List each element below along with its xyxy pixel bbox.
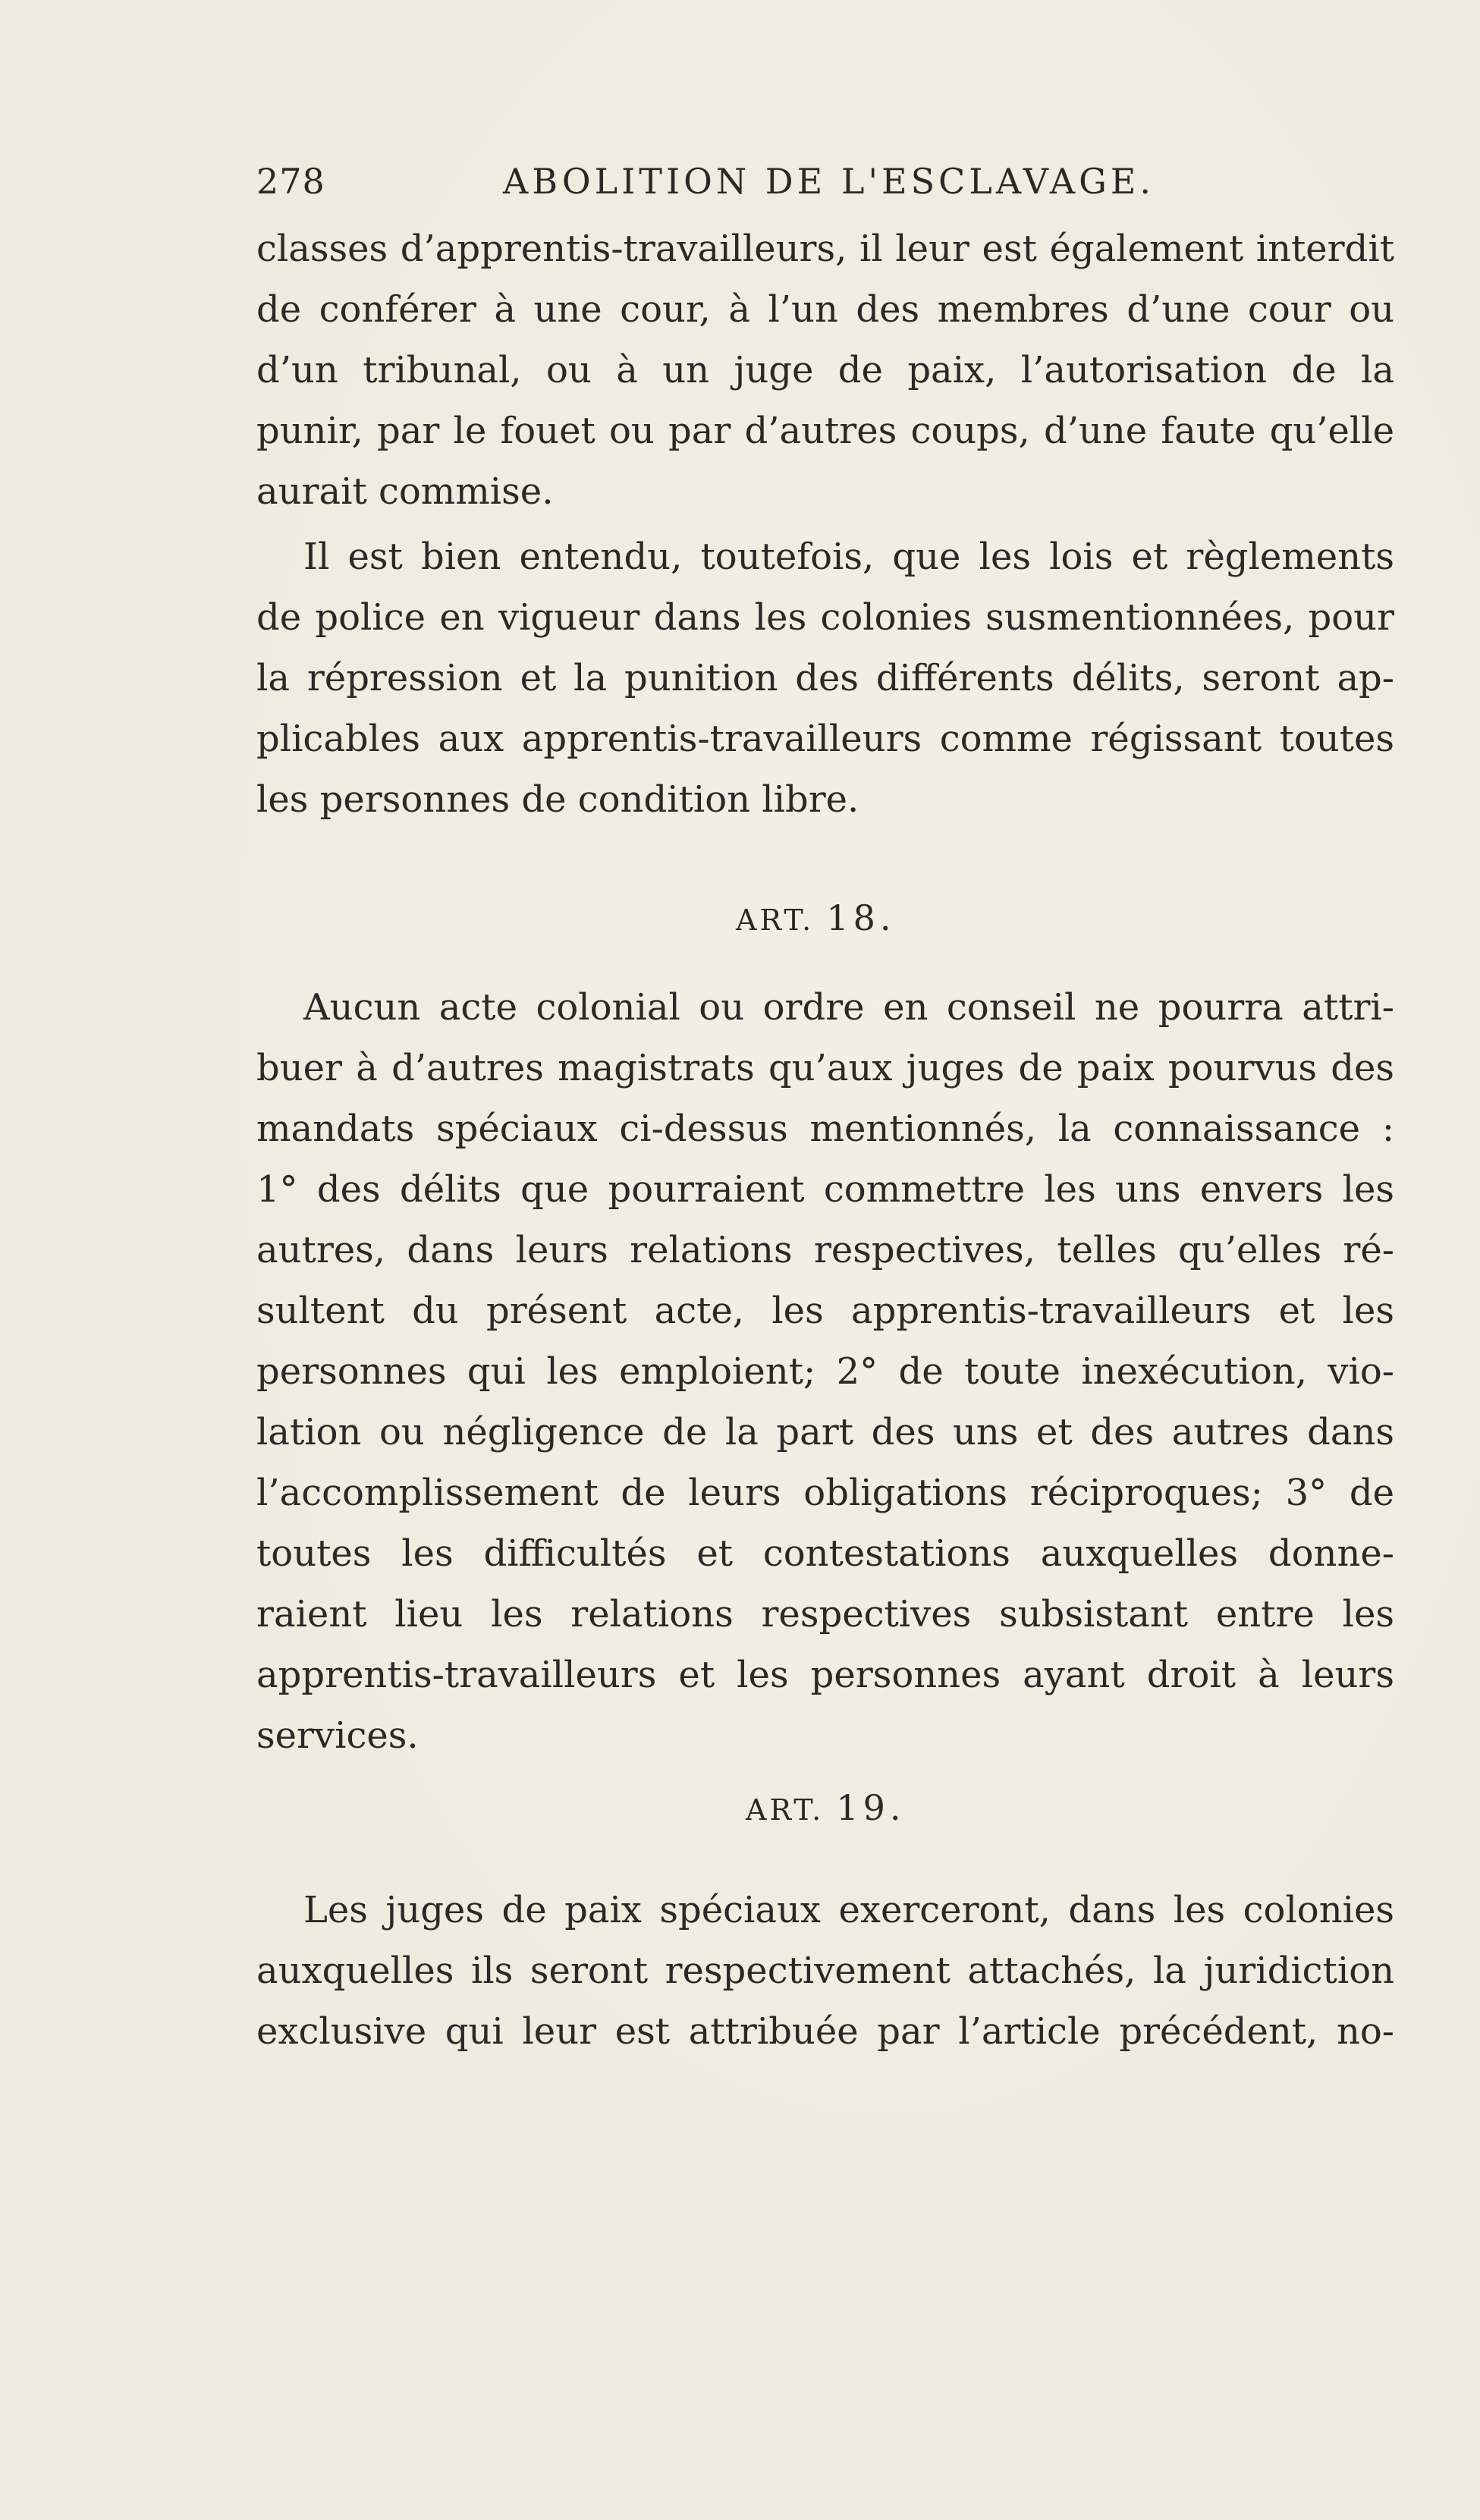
text-line: plicables aux apprentis-travailleurs comme régissant toutes (256, 718, 1394, 760)
text-line: la répression et la punition des différents délits, seront ap- (256, 657, 1394, 699)
text-line: de conférer à une cour, à l’un des membres d’une cour ou (256, 288, 1394, 331)
text-line: buer à d’autres magistrats qu’aux juges de paix pourvus des (256, 1047, 1394, 1089)
article-number: 18. (826, 897, 896, 938)
text-line: Il est bien entendu, toutefois, que les lois et règlements (303, 536, 1394, 578)
text-line: auxquelles ils seront respectivement attachés, la juridiction (256, 1950, 1394, 1992)
article-number: 19. (836, 1787, 906, 1828)
paragraph-article-18 (256, 977, 1394, 1766)
text-line: toutes les difficultés et contestations auxquelles donne- (256, 1532, 1394, 1575)
paragraph-continued (256, 218, 1394, 522)
text-line: Aucun acte colonial ou ordre en conseil ne pourra attri- (303, 986, 1394, 1029)
page-number: 278 (256, 161, 325, 202)
text-line: sultent du présent acte, les apprentis-travailleurs et les (256, 1290, 1394, 1332)
running-title: ABOLITION DE L'ESCLAVAGE. (503, 161, 1155, 202)
text-line: services. (256, 1714, 419, 1757)
text-line: exclusive qui leur est attribuée par l’article précédent, no- (256, 2010, 1394, 2053)
text-line: 1° des délits que pourraient commettre les uns envers les (256, 1168, 1394, 1211)
paragraph-article-19 (256, 1880, 1394, 2062)
text-line: apprentis-travailleurs et les personnes ayant droit à leurs (256, 1654, 1394, 1696)
text-line: mandats spéciaux ci-dessus mentionnés, la connaissance : (256, 1108, 1394, 1150)
paragraph-police-laws (256, 526, 1394, 830)
text-line: autres, dans leurs relations respectives, telles qu’elles ré- (256, 1229, 1394, 1271)
text-line: de police en vigueur dans les colonies susmentionnées, pour (256, 596, 1394, 639)
text-line: classes d’apprentis-travailleurs, il leur est également interdit (256, 228, 1394, 270)
text-line: punir, par le fouet ou par d’autres coups, d’une faute qu’elle (256, 410, 1394, 452)
text-line: Les juges de paix spéciaux exerceront, dans les colonies (303, 1889, 1394, 1931)
text-line: raient lieu les relations respectives subsistant entre les (256, 1593, 1394, 1635)
text-line: d’un tribunal, ou à un juge de paix, l’autorisation de la (256, 349, 1394, 391)
text-line: lation ou négligence de la part des uns et des autres dans (256, 1411, 1394, 1453)
page-header (256, 161, 1167, 206)
text-line: l’accomplissement de leurs obligations réciproques; 3° de (256, 1472, 1394, 1514)
article-heading-18 (736, 897, 895, 938)
text-line: aurait commise. (256, 470, 554, 513)
article-prefix: ART. (736, 903, 815, 937)
text-line: personnes qui les emploient; 2° de toute inexécution, vio- (256, 1350, 1394, 1393)
article-heading-19 (746, 1787, 905, 1828)
text-line: les personnes de condition libre. (256, 778, 859, 821)
article-prefix: ART. (746, 1793, 825, 1827)
